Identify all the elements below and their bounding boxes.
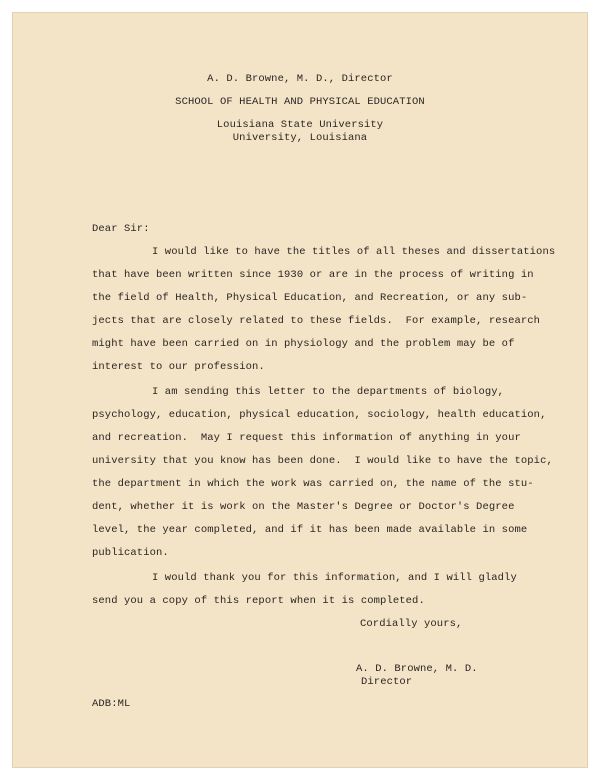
- body-line: I would thank you for this information, and I will gladly: [152, 572, 517, 584]
- salutation: Dear Sir:: [92, 223, 150, 235]
- reference-initials: ADB:ML: [92, 698, 131, 710]
- body-line: that have been written since 1930 or are in the process of writing in: [92, 269, 534, 281]
- signature-title: Director: [361, 676, 413, 688]
- body-line: and recreation. May I request this information of anything in your: [92, 432, 521, 444]
- body-line: jects that are closely related to these fields. For example, research: [92, 315, 541, 327]
- letterhead-location: University, Louisiana: [232, 132, 368, 144]
- body-line: interest to our profession.: [92, 361, 265, 373]
- body-line: the field of Health, Physical Education, and Recreation, or any sub-: [92, 292, 528, 304]
- letterhead-university: Louisiana State University: [216, 119, 384, 131]
- signature-name: A. D. Browne, M. D.: [356, 663, 478, 675]
- body-line: publication.: [92, 547, 169, 559]
- body-line: level, the year completed, and if it has been made available in some: [92, 524, 528, 536]
- letter-page: [12, 12, 588, 768]
- letterhead-director: A. D. Browne, M. D., Director: [207, 73, 393, 85]
- body-line: I am sending this letter to the departments of biology,: [152, 386, 505, 398]
- body-line: the department in which the work was carried on, the name of the stu-: [92, 478, 534, 490]
- body-line: dent, whether it is work on the Master's Degree or Doctor's Degree: [92, 501, 515, 513]
- body-line: university that you know has been done. I would like to have the topic,: [92, 455, 553, 467]
- body-line: psychology, education, physical education, sociology, health education,: [92, 409, 547, 421]
- body-line: I would like to have the titles of all theses and dissertations: [152, 246, 556, 258]
- body-line: send you a copy of this report when it is completed.: [92, 595, 425, 607]
- letterhead-school: SCHOOL OF HEALTH AND PHYSICAL EDUCATION: [175, 96, 425, 108]
- body-line: might have been carried on in physiology and the problem may be of: [92, 338, 515, 350]
- closing: Cordially yours,: [360, 618, 463, 630]
